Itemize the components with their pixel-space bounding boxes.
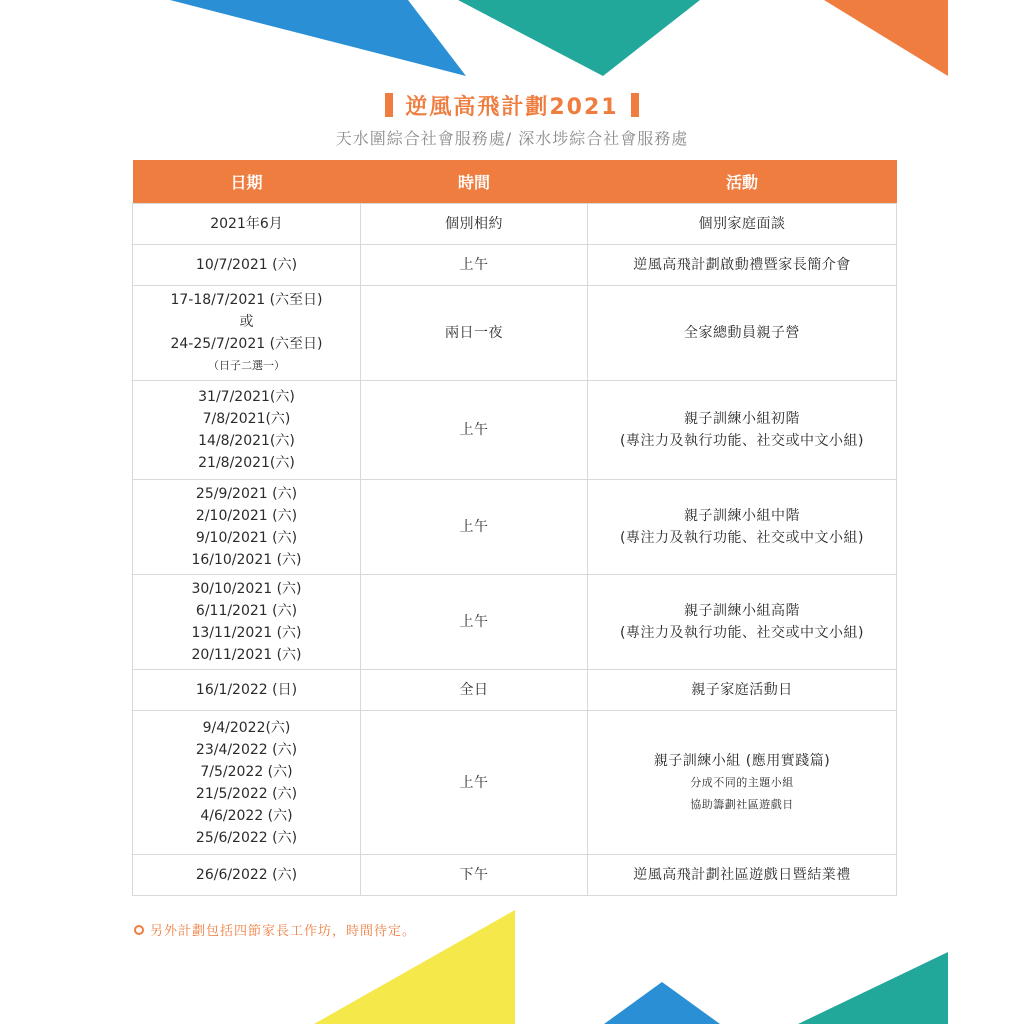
date-line: 14/8/2021(六) [198, 433, 295, 449]
date-cell [133, 245, 361, 286]
page-title: 逆風高飛計劃2021 [405, 94, 619, 120]
activity-line: 親子訓練小組中階 [684, 508, 800, 524]
activity-line: 親子家庭活動日 [691, 682, 793, 698]
table-row [133, 575, 897, 670]
date-line: 17-18/7/2021 (六至日) [170, 292, 323, 308]
activity-line: 親子訓練小組高階 [684, 603, 800, 619]
activity-cell [588, 855, 897, 896]
date-line: 30/10/2021 (六) [191, 581, 302, 597]
blue-triangle-top [170, 0, 466, 76]
activity-cell [588, 381, 897, 480]
table-row [133, 855, 897, 896]
header-activity: 活動 [588, 160, 897, 204]
date-cell [133, 286, 361, 381]
date-note: （日子二選一） [208, 359, 285, 372]
schedule-table [132, 160, 897, 896]
activity-note: 分成不同的主題小組 [690, 775, 794, 789]
date-line: 26/6/2022 (六) [195, 867, 298, 883]
activity-cell [588, 711, 897, 855]
date-line: 2021年6月 [210, 216, 283, 232]
date-cell [133, 204, 361, 245]
date-line: 16/1/2022 (日) [195, 682, 298, 698]
activity-cell [588, 480, 897, 575]
activity-line: 親子訓練小組初階 [684, 411, 800, 427]
date-line: 21/8/2021(六) [198, 455, 295, 471]
date-line: 31/7/2021(六) [198, 389, 295, 405]
activity-cell [588, 204, 897, 245]
footnote-text: 另外計劃包括四節家長工作坊，時間待定。 [150, 924, 417, 939]
date-line: 24-25/7/2021 (六至日) [170, 336, 323, 352]
table-row [133, 381, 897, 480]
bullet-circle-icon [134, 925, 144, 935]
activity-cell [588, 286, 897, 381]
table-row [133, 480, 897, 575]
table-row [133, 670, 897, 711]
title-bar-right [631, 93, 639, 117]
date-line: 25/9/2021 (六) [195, 486, 298, 502]
activity-line: 親子訓練小組 (應用實踐篇) [653, 752, 831, 769]
table-row [133, 711, 897, 855]
date-line: 23/4/2022 (六) [195, 741, 298, 758]
header-date: 日期 [133, 160, 361, 204]
time-cell: 兩日一夜 [361, 286, 588, 381]
activity-cell [588, 670, 897, 711]
date-line: 7/5/2022 (六) [200, 763, 293, 780]
time-cell: 上午 [361, 381, 588, 480]
activity-cell [588, 245, 897, 286]
date-cell [133, 381, 361, 480]
orange-triangle-top [824, 0, 948, 76]
date-cell [133, 575, 361, 670]
activity-note: 協助籌劃社區遊戲日 [690, 797, 794, 811]
teal-triangle-bottom [798, 952, 948, 1024]
date-line: 2/10/2021 (六) [195, 508, 298, 524]
date-line: 或 [239, 314, 254, 330]
table-row [133, 245, 897, 286]
document-header [0, 88, 1024, 149]
date-line: 6/11/2021 (六) [195, 603, 298, 619]
title-bar-left [385, 93, 393, 117]
date-cell [133, 670, 361, 711]
table-row [133, 286, 897, 381]
date-cell [133, 855, 361, 896]
date-line: 7/8/2021(六) [202, 411, 291, 427]
blue-triangle-bottom [604, 982, 720, 1024]
table-row [133, 204, 897, 245]
teal-triangle-top [458, 0, 700, 76]
date-line: 10/7/2021 (六) [195, 257, 298, 273]
date-line: 4/6/2022 (六) [200, 807, 293, 824]
activity-line: (專注力及執行功能、社交或中文小組) [620, 530, 864, 546]
time-cell: 上午 [361, 245, 588, 286]
time-cell: 個別相約 [361, 204, 588, 245]
date-line: 25/6/2022 (六) [195, 829, 298, 846]
date-line: 20/11/2021 (六) [191, 647, 302, 663]
date-line: 21/5/2022 (六) [195, 785, 298, 802]
date-cell [133, 711, 361, 855]
date-line: 9/4/2022(六) [202, 719, 291, 736]
time-cell: 上午 [361, 480, 588, 575]
time-cell: 全日 [361, 670, 588, 711]
activity-cell [588, 575, 897, 670]
date-line: 16/10/2021 (六) [191, 552, 302, 568]
time-cell: 上午 [361, 711, 588, 855]
activity-line: 個別家庭面談 [698, 216, 786, 232]
activity-line: (專注力及執行功能、社交或中文小組) [620, 625, 864, 641]
date-line: 9/10/2021 (六) [195, 530, 298, 546]
date-line: 13/11/2021 (六) [191, 625, 302, 641]
activity-line: 逆風高飛計劃社區遊戲日暨結業禮 [633, 867, 851, 883]
activity-line: 逆風高飛計劃啟動禮暨家長簡介會 [633, 257, 851, 273]
activity-line: 全家總動員親子營 [684, 325, 800, 341]
time-cell: 上午 [361, 575, 588, 670]
page-subtitle: 天水圍綜合社會服務處/ 深水埗綜合社會服務處 [335, 129, 689, 148]
footnote [134, 920, 416, 939]
header-time: 時間 [361, 160, 588, 204]
title-row [0, 88, 1024, 122]
activity-line: (專注力及執行功能、社交或中文小組) [620, 433, 864, 449]
table-header-row [133, 160, 897, 204]
time-cell: 下午 [361, 855, 588, 896]
date-cell [133, 480, 361, 575]
